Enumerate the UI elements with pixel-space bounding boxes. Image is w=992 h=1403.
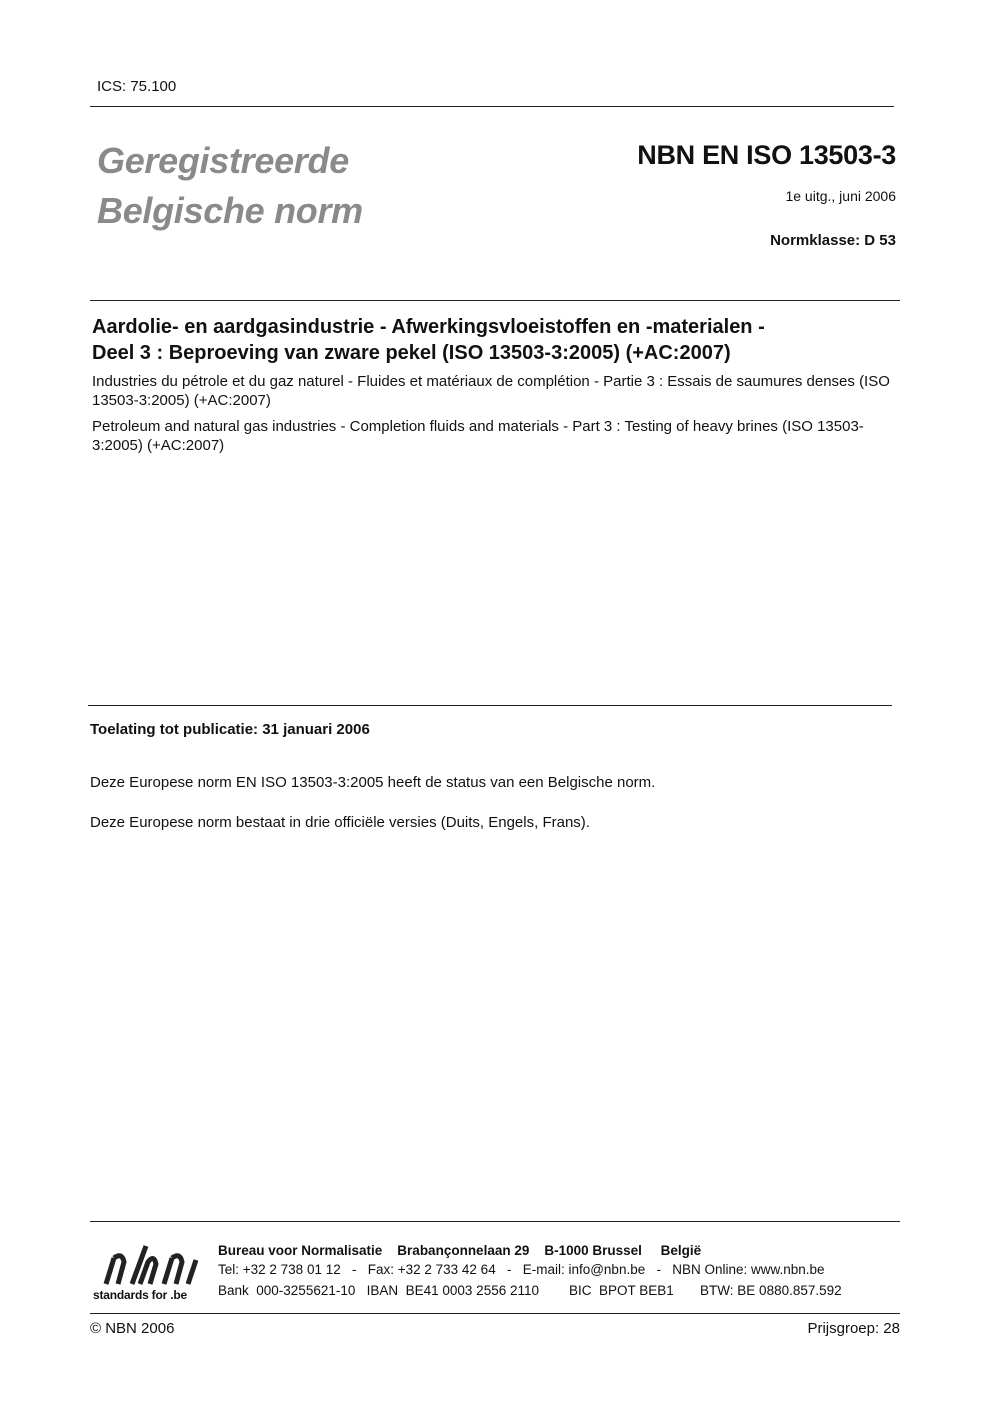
- versions-statement: Deze Europese norm bestaat in drie officiële versies (Duits, Engels, Frans).: [90, 814, 590, 831]
- brand-title-line1: Geregistreerde: [97, 140, 349, 181]
- status-statement: Deze Europese norm EN ISO 13503-3:2005 heeft de status van een Belgische norm.: [90, 774, 656, 791]
- standard-code: NBN EN ISO 13503-3: [637, 140, 896, 170]
- body-divider: [88, 705, 892, 706]
- edition-date: 1e uitg., juni 2006: [785, 188, 896, 204]
- logo-tagline: standards for .be: [93, 1288, 187, 1302]
- bank-line: Bank 000-3255621-10 IBAN BE41 0003 2556 2110 BIC BPOT BEB1 BTW: BE 0880.857.592: [218, 1283, 842, 1298]
- price-group: Prijsgroep: 28: [807, 1320, 900, 1337]
- title-divider: [90, 300, 900, 301]
- title-english: Petroleum and natural gas industries - Completion fluids and materials - Part 3 : Testing of heavy brines (ISO 13503-3:2005) (+AC:2007): [92, 418, 864, 454]
- title-dutch-line1: Aardolie- en aardgasindustrie - Afwerkingsvloeistoffen en -materialen -: [92, 316, 765, 338]
- publication-approval: Toelating tot publicatie: 31 januari 2006: [90, 721, 370, 738]
- norm-class: Normklasse: D 53: [770, 232, 896, 249]
- ics-code: ICS: 75.100: [97, 78, 177, 95]
- copyright: © NBN 2006: [90, 1320, 175, 1337]
- organization-address: Bureau voor Normalisatie Brabançonnelaan 29 B-1000 Brussel België: [218, 1243, 702, 1258]
- contact-line: Tel: +32 2 738 01 12 - Fax: +32 2 733 42 64 - E-mail: info@nbn.be - NBN Online: www.nbn.be: [218, 1262, 825, 1277]
- title-dutch-line2: Deel 3 : Beproeving van zware pekel (ISO 13503-3:2005) (+AC:2007): [92, 342, 731, 364]
- brand-title: [97, 136, 363, 236]
- footer-divider: [90, 1221, 900, 1222]
- title-dutch: [92, 314, 902, 366]
- brand-title-line2: Belgische norm: [97, 190, 363, 231]
- title-french: Industries du pétrole et du gaz naturel - Fluides et matériaux de complétion - Partie 3 : Essais de saumures denses (ISO 13503-3:2005) (+AC:2007): [92, 373, 890, 409]
- header-divider: [90, 106, 894, 107]
- bottom-divider: [90, 1313, 900, 1314]
